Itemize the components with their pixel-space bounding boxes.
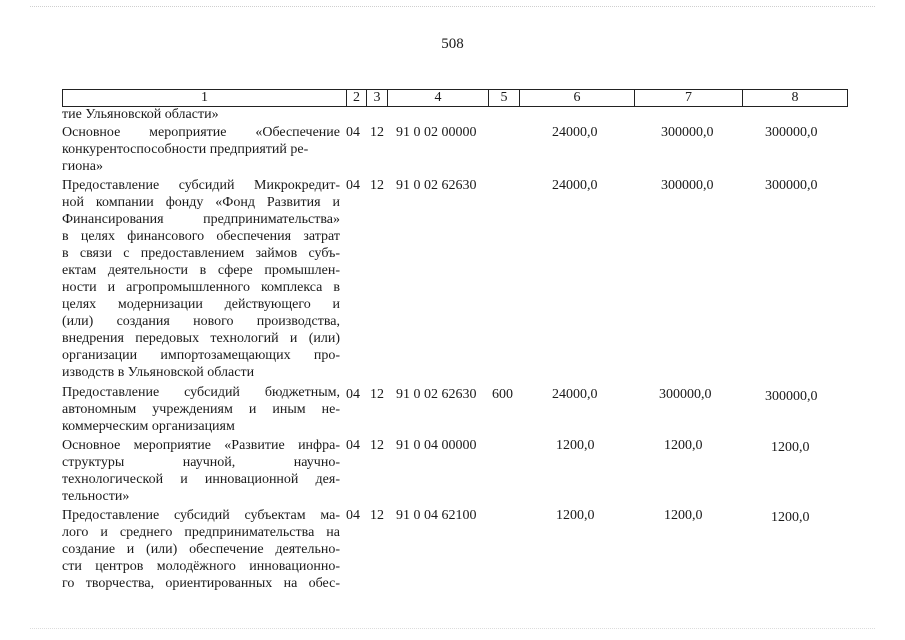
table-row-description	[62, 177, 340, 381]
description-line: в целях финансового обеспечения затрат	[62, 229, 340, 244]
cell-value-3: 1200,0	[771, 510, 810, 525]
cell-vr: 600	[492, 387, 513, 402]
cell-pr: 12	[370, 438, 384, 453]
description-line: целях модернизации действующего и	[62, 297, 340, 312]
cell-pr: 12	[370, 178, 384, 193]
table-row-description	[62, 507, 340, 592]
cell-rz: 04	[346, 178, 360, 193]
cell-value-3: 300000,0	[765, 178, 818, 193]
cell-value-2: 1200,0	[664, 508, 703, 523]
description-line: коммерческим организациям	[62, 419, 235, 434]
description-line: структуры научной, научно-	[62, 455, 340, 470]
page-number: 508	[441, 36, 464, 52]
description-line: ной компании фонду «Фонд Развития и	[62, 195, 340, 210]
header-col-3: 3	[373, 90, 381, 105]
description-line: изводств в Ульяновской области	[62, 365, 255, 380]
cell-rz: 04	[346, 387, 360, 402]
table-row-description	[62, 124, 340, 175]
scan-artifact-top	[30, 6, 875, 8]
cell-value-2: 300000,0	[659, 387, 712, 402]
scan-artifact-bottom	[30, 628, 875, 630]
header-col-1: 1	[201, 90, 208, 105]
cell-csr: 91 0 02 00000	[396, 125, 477, 140]
table-row-description	[62, 384, 340, 435]
description-line: ектам деятельности в сфере промышлен-	[62, 263, 340, 278]
cell-value-3: 1200,0	[771, 440, 810, 455]
description-line: создание и (или) обеспечение деятельно-	[62, 542, 340, 557]
description-line: конкурентоспособности предприятий ре-	[62, 142, 309, 157]
cell-value-1: 1200,0	[556, 438, 595, 453]
header-col-2: 2	[353, 90, 360, 105]
description-line: гиона»	[62, 159, 103, 174]
table-row-description	[62, 437, 340, 505]
description-line: лого и среднего предпринимательства на	[62, 525, 340, 540]
description-line: (или) создания нового производства,	[62, 314, 340, 329]
description-line: Основное мероприятие «Обеспечение	[62, 125, 340, 140]
description-line: го творчества, ориентированных на обес-	[62, 576, 340, 591]
cell-value-1: 24000,0	[552, 178, 598, 193]
cell-rz: 04	[346, 125, 360, 140]
continuation-line: тие Ульяновской области»	[62, 107, 219, 122]
description-line: тельности»	[62, 489, 130, 504]
cell-value-3: 300000,0	[765, 125, 818, 140]
cell-value-2: 300000,0	[661, 125, 714, 140]
cell-rz: 04	[346, 438, 360, 453]
cell-pr: 12	[370, 387, 384, 402]
description-line: организации импортозамещающих про-	[62, 348, 340, 363]
cell-rz: 04	[346, 508, 360, 523]
cell-csr: 91 0 02 62630	[396, 387, 477, 402]
cell-csr: 91 0 04 62100	[396, 508, 477, 523]
cell-pr: 12	[370, 508, 384, 523]
description-line: внедрения передовых технологий и (или)	[62, 331, 340, 346]
header-col-5: 5	[500, 90, 508, 105]
description-line: технологической и инновационной дея-	[62, 472, 340, 487]
table-header-row	[62, 89, 848, 107]
header-col-4: 4	[434, 90, 442, 105]
header-col-7: 7	[685, 90, 692, 105]
description-line: в связи с предоставлением займов субъ-	[62, 246, 340, 261]
description-line: Предоставление субсидий Микрокредит-	[62, 178, 340, 193]
header-col-6: 6	[573, 90, 581, 105]
cell-value-2: 1200,0	[664, 438, 703, 453]
description-line: ности и агропромышленного комплекса в	[62, 280, 340, 295]
description-line: Финансирования предпринимательства»	[62, 212, 340, 227]
description-line: Основное мероприятие «Развитие инфра-	[62, 438, 340, 453]
description-line: сти центров молодёжного инновационно-	[62, 559, 340, 574]
cell-value-2: 300000,0	[661, 178, 714, 193]
cell-value-1: 1200,0	[556, 508, 595, 523]
cell-csr: 91 0 04 00000	[396, 438, 477, 453]
header-col-8: 8	[791, 90, 799, 105]
description-line: автономным учреждениям и иным не-	[62, 402, 340, 417]
cell-value-1: 24000,0	[552, 387, 598, 402]
cell-csr: 91 0 02 62630	[396, 178, 477, 193]
description-line: Предоставление субсидий субъектам ма-	[62, 508, 340, 523]
cell-value-1: 24000,0	[552, 125, 598, 140]
cell-pr: 12	[370, 125, 384, 140]
description-line: Предоставление субсидий бюджетным,	[62, 385, 340, 400]
cell-value-3: 300000,0	[765, 389, 818, 404]
